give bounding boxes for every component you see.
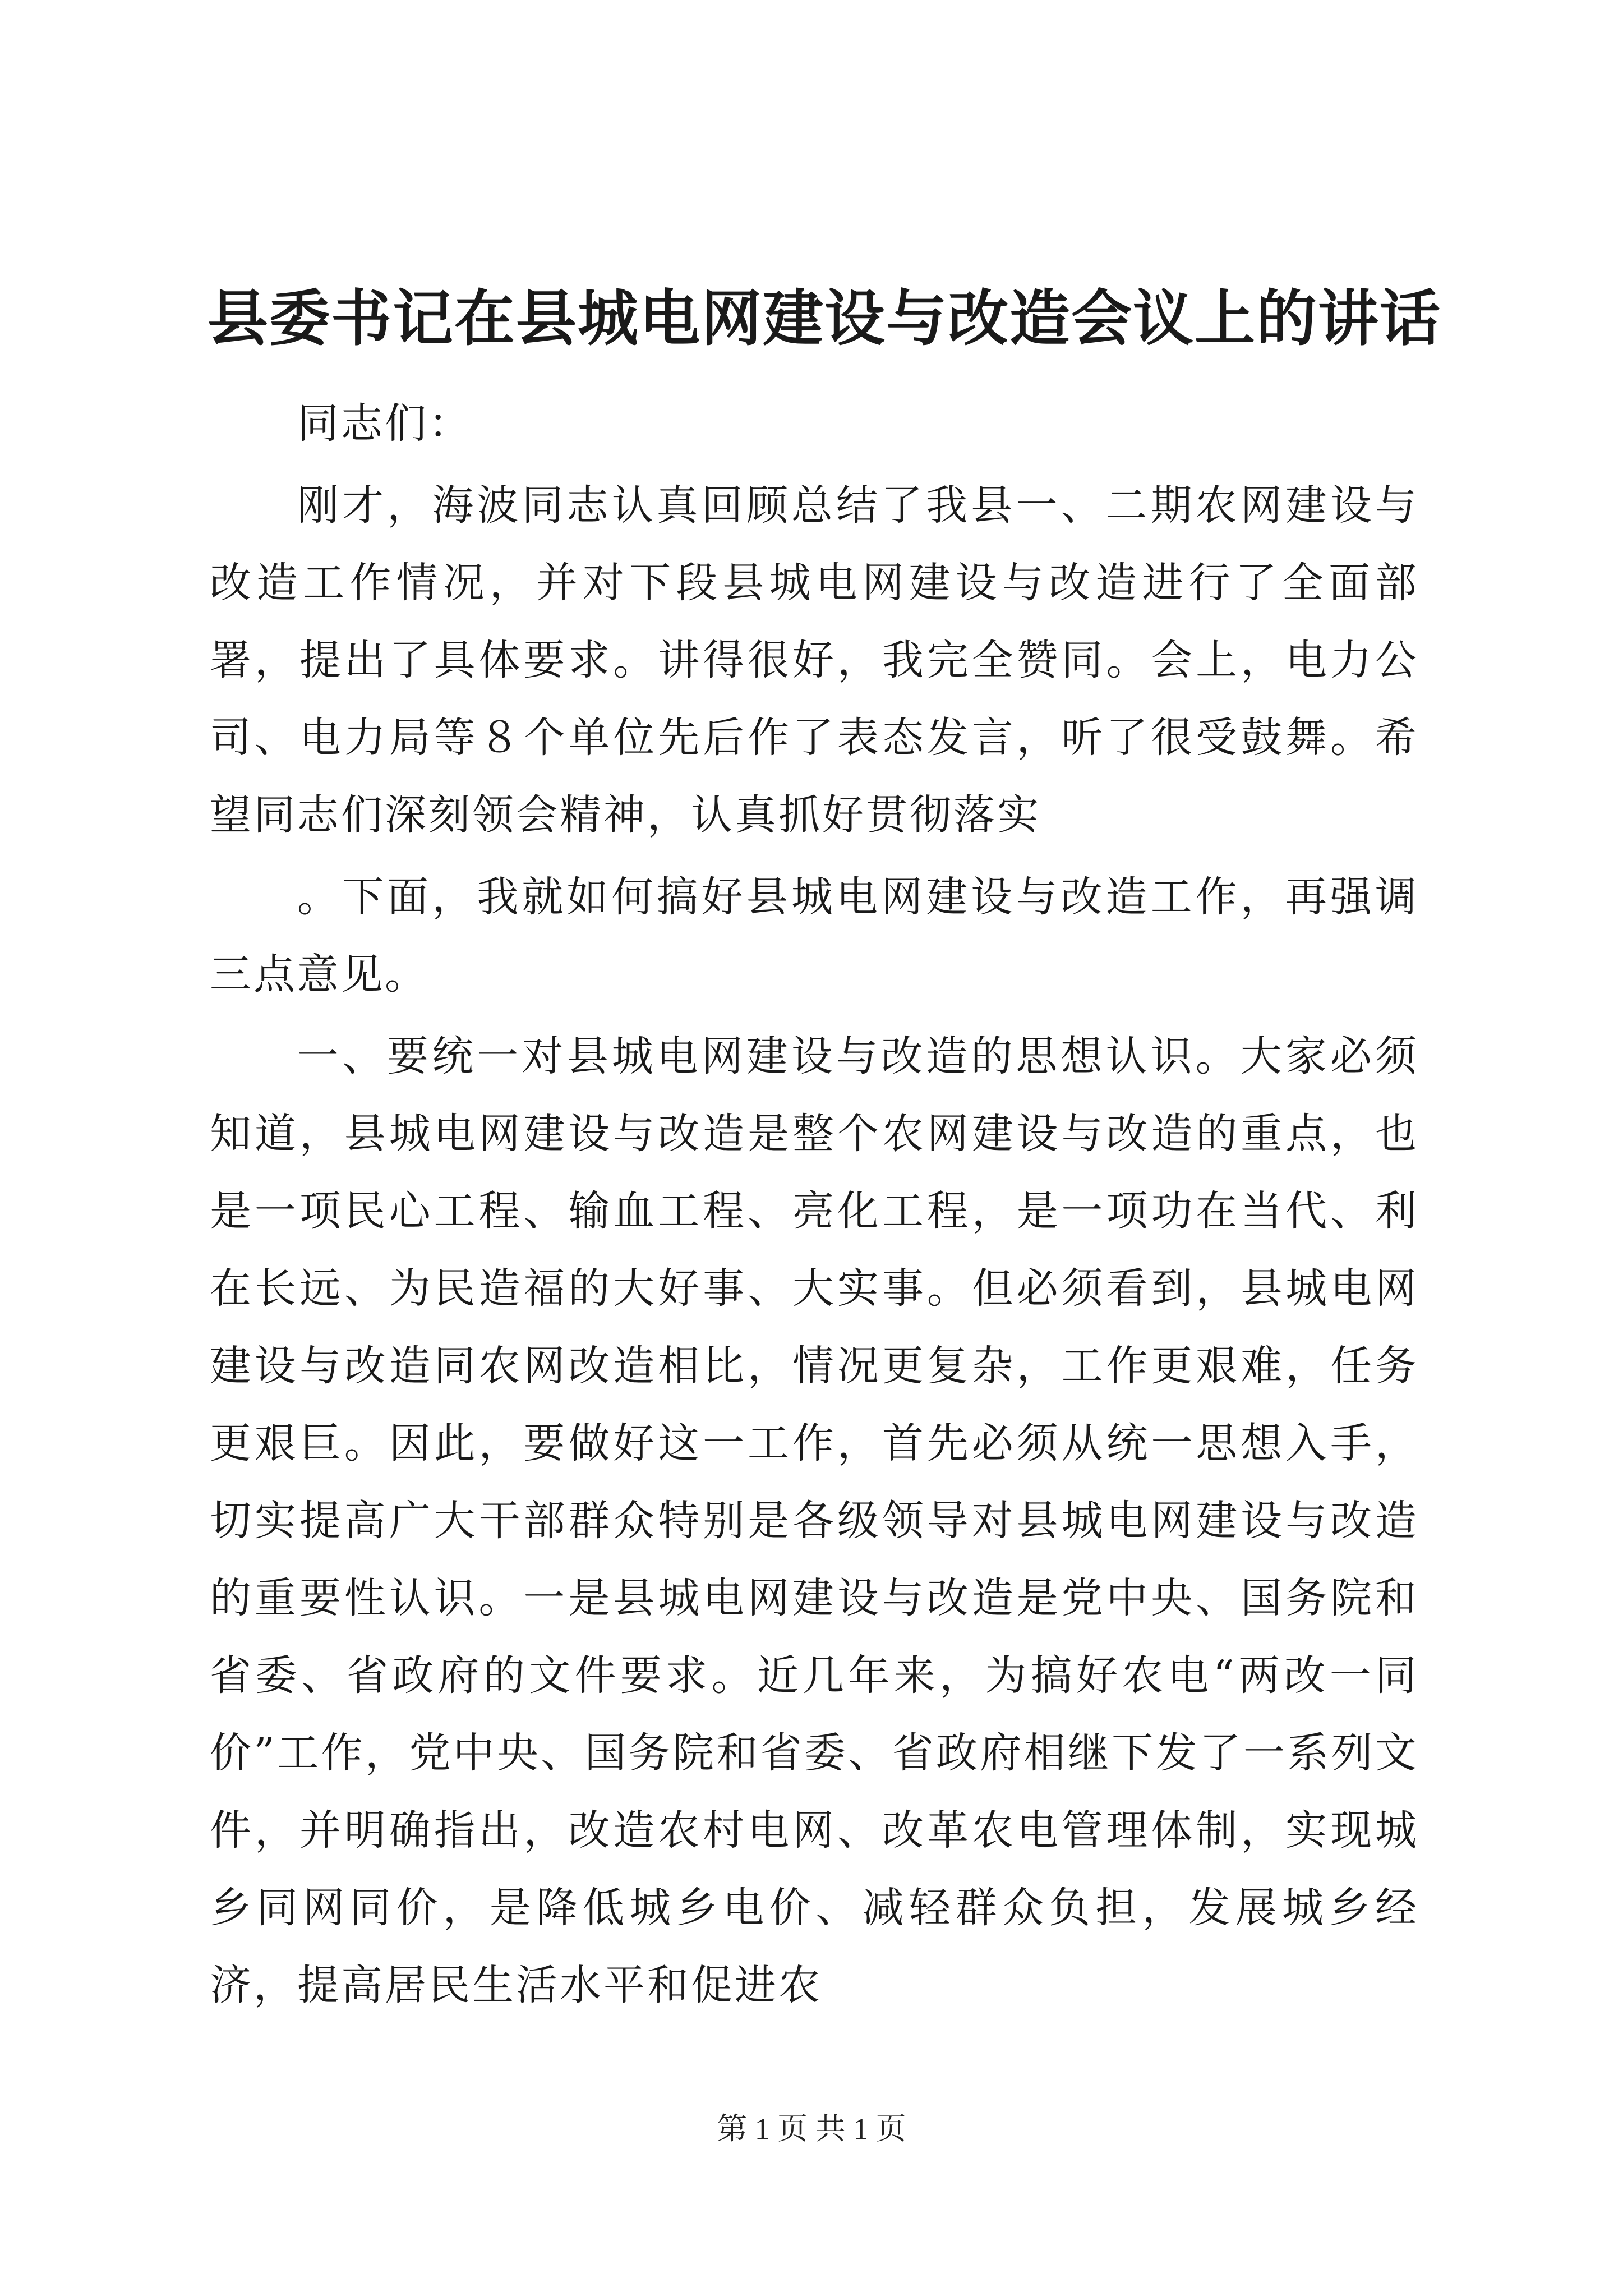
document-body bbox=[210, 385, 1419, 2024]
salutation: 同志们： bbox=[297, 399, 472, 448]
document-title: 县委书记在县城电网建设与改造会议上的讲话 bbox=[208, 283, 1442, 354]
paragraph-2: 。下面，我就如何搞好县城电网建设与改造工作，再强调三点意见。 bbox=[210, 873, 1419, 999]
page-footer bbox=[0, 2109, 1623, 2148]
paragraph-3: 一、要统一对县城电网建设与改造的思想认识。大家必须知道，县城电网建设与改造是整个农网建设与改造的重点，也是一项民心工程、输血工程、亮化工程，是一项功在当代、利在长远、为民造福的大好事、大实事。但必须看到，县城电网建设与改造同农网改造相比，情况更复杂，工作更艰难，任务更艰巨。因此，要做好这一工作，首先必须从统一思想入手，切实提高广大干部群众特别是各级领导对县城电网建设与改造的重要性认识。一是县城电网建设与改造是党中央、国务院和省委、省政府的文件要求。近几年来，为搞好农电“两改一同价”工作，党中央、国务院和省委、省政府相继下发了一系列文件，并明确指出，改造农村电网、改革农电管理体制，实现城乡同网同价，是降低城乡电价、减轻群众负担，发展城乡经济，提高居民生活水平和促进农 bbox=[210, 1032, 1419, 2009]
page-number: 第 1 页 共 1 页 bbox=[717, 2112, 906, 2146]
paragraph-1: 刚才，海波同志认真回顾总结了我县一、二期农网建设与改造工作情况，并对下段县城电网建设与改造进行了全面部署，提出了具体要求。讲得很好，我完全赞同。会上，电力公司、电力局等８个单位先后作了表态发言，听了很受鼓舞。希望同志们深刻领会精神，认真抓好贯彻落实 bbox=[210, 481, 1419, 839]
